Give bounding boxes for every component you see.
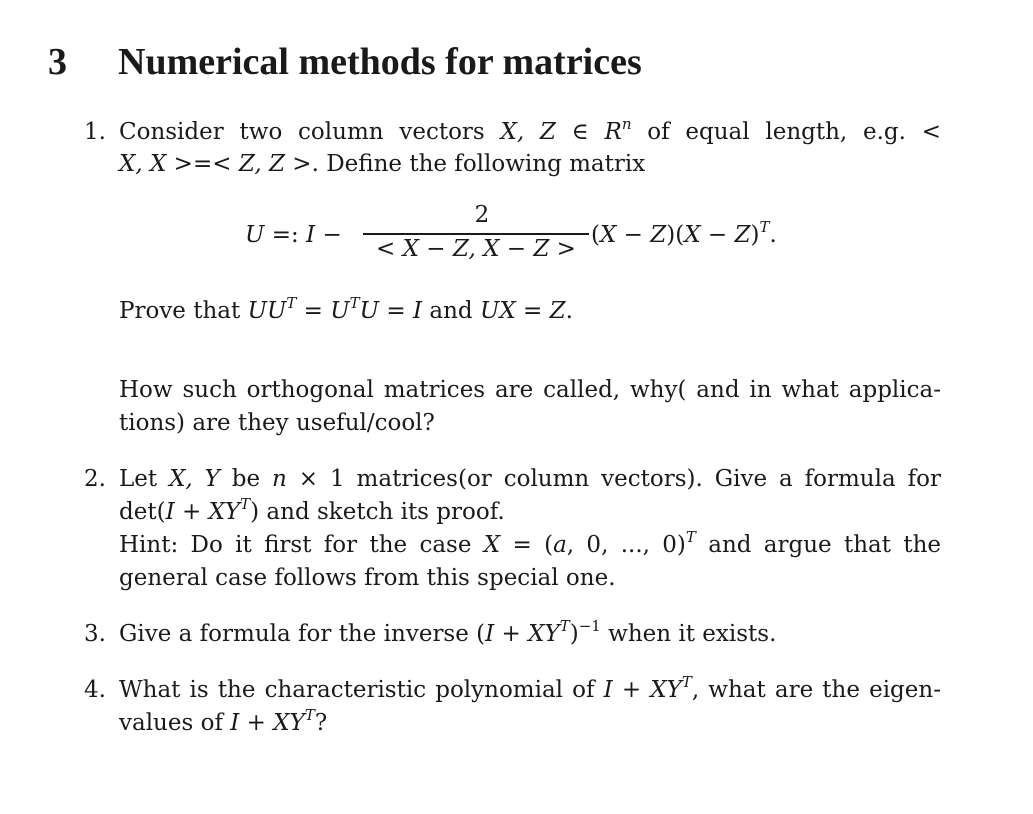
item-2-line-2: $\det(I + XY^T)$ and sketch its proof.	[119, 495, 505, 525]
fraction-denominator: < X − Z, X − Z >	[376, 236, 576, 262]
item-4-line-2: values of $I + XY^T$?	[119, 706, 328, 736]
item-1-line-2: X, X >=< Z, Z >. Define the following matrix	[119, 151, 646, 177]
equation-rhs: $(X - Z)(X - Z)^T$.	[591, 218, 777, 248]
item-2-hint: Hint: Do it first for the case X = (a, 0, ..., 0)$^T$ and argue that the	[119, 528, 941, 558]
item-1-prove: Prove that $UU^T = U^TU = I$ and UX = Z.	[119, 294, 573, 324]
section-number: 3	[48, 41, 67, 83]
equation-lhs: U =: I −	[245, 222, 342, 248]
section-heading	[48, 40, 642, 84]
item-1-question-line-2: tions) are they useful/cool?	[119, 410, 435, 436]
item-2-line-4: general case follows from this special one.	[119, 565, 616, 591]
item-2-label: 2.	[84, 466, 106, 492]
fraction-numerator: 2	[474, 202, 490, 228]
item-3-label: 3.	[84, 621, 106, 647]
item-4-line-1: What is the characteristic polynomial of $I + XY^T$, what are the eigen-	[119, 673, 941, 703]
matrix-equation	[245, 202, 845, 272]
fraction-bar	[363, 233, 589, 235]
item-3-line: Give a formula for the inverse $(I + XY^T)^{-1}$ when it exists.	[119, 617, 777, 647]
item-1-line-1: Consider two column vectors X, Z ∈ $R^n$ of equal length, e.g. <	[119, 115, 941, 145]
section-title: Numerical methods for matrices	[118, 41, 642, 83]
item-1-question-line-1: How such orthogonal matrices are called, why( and in what applica-	[119, 377, 941, 403]
item-4-label: 4.	[84, 677, 106, 703]
item-1-label: 1.	[84, 119, 106, 145]
item-2-line-1: Let X, Y be n × 1 matrices(or column vectors). Give a formula for	[119, 466, 941, 492]
